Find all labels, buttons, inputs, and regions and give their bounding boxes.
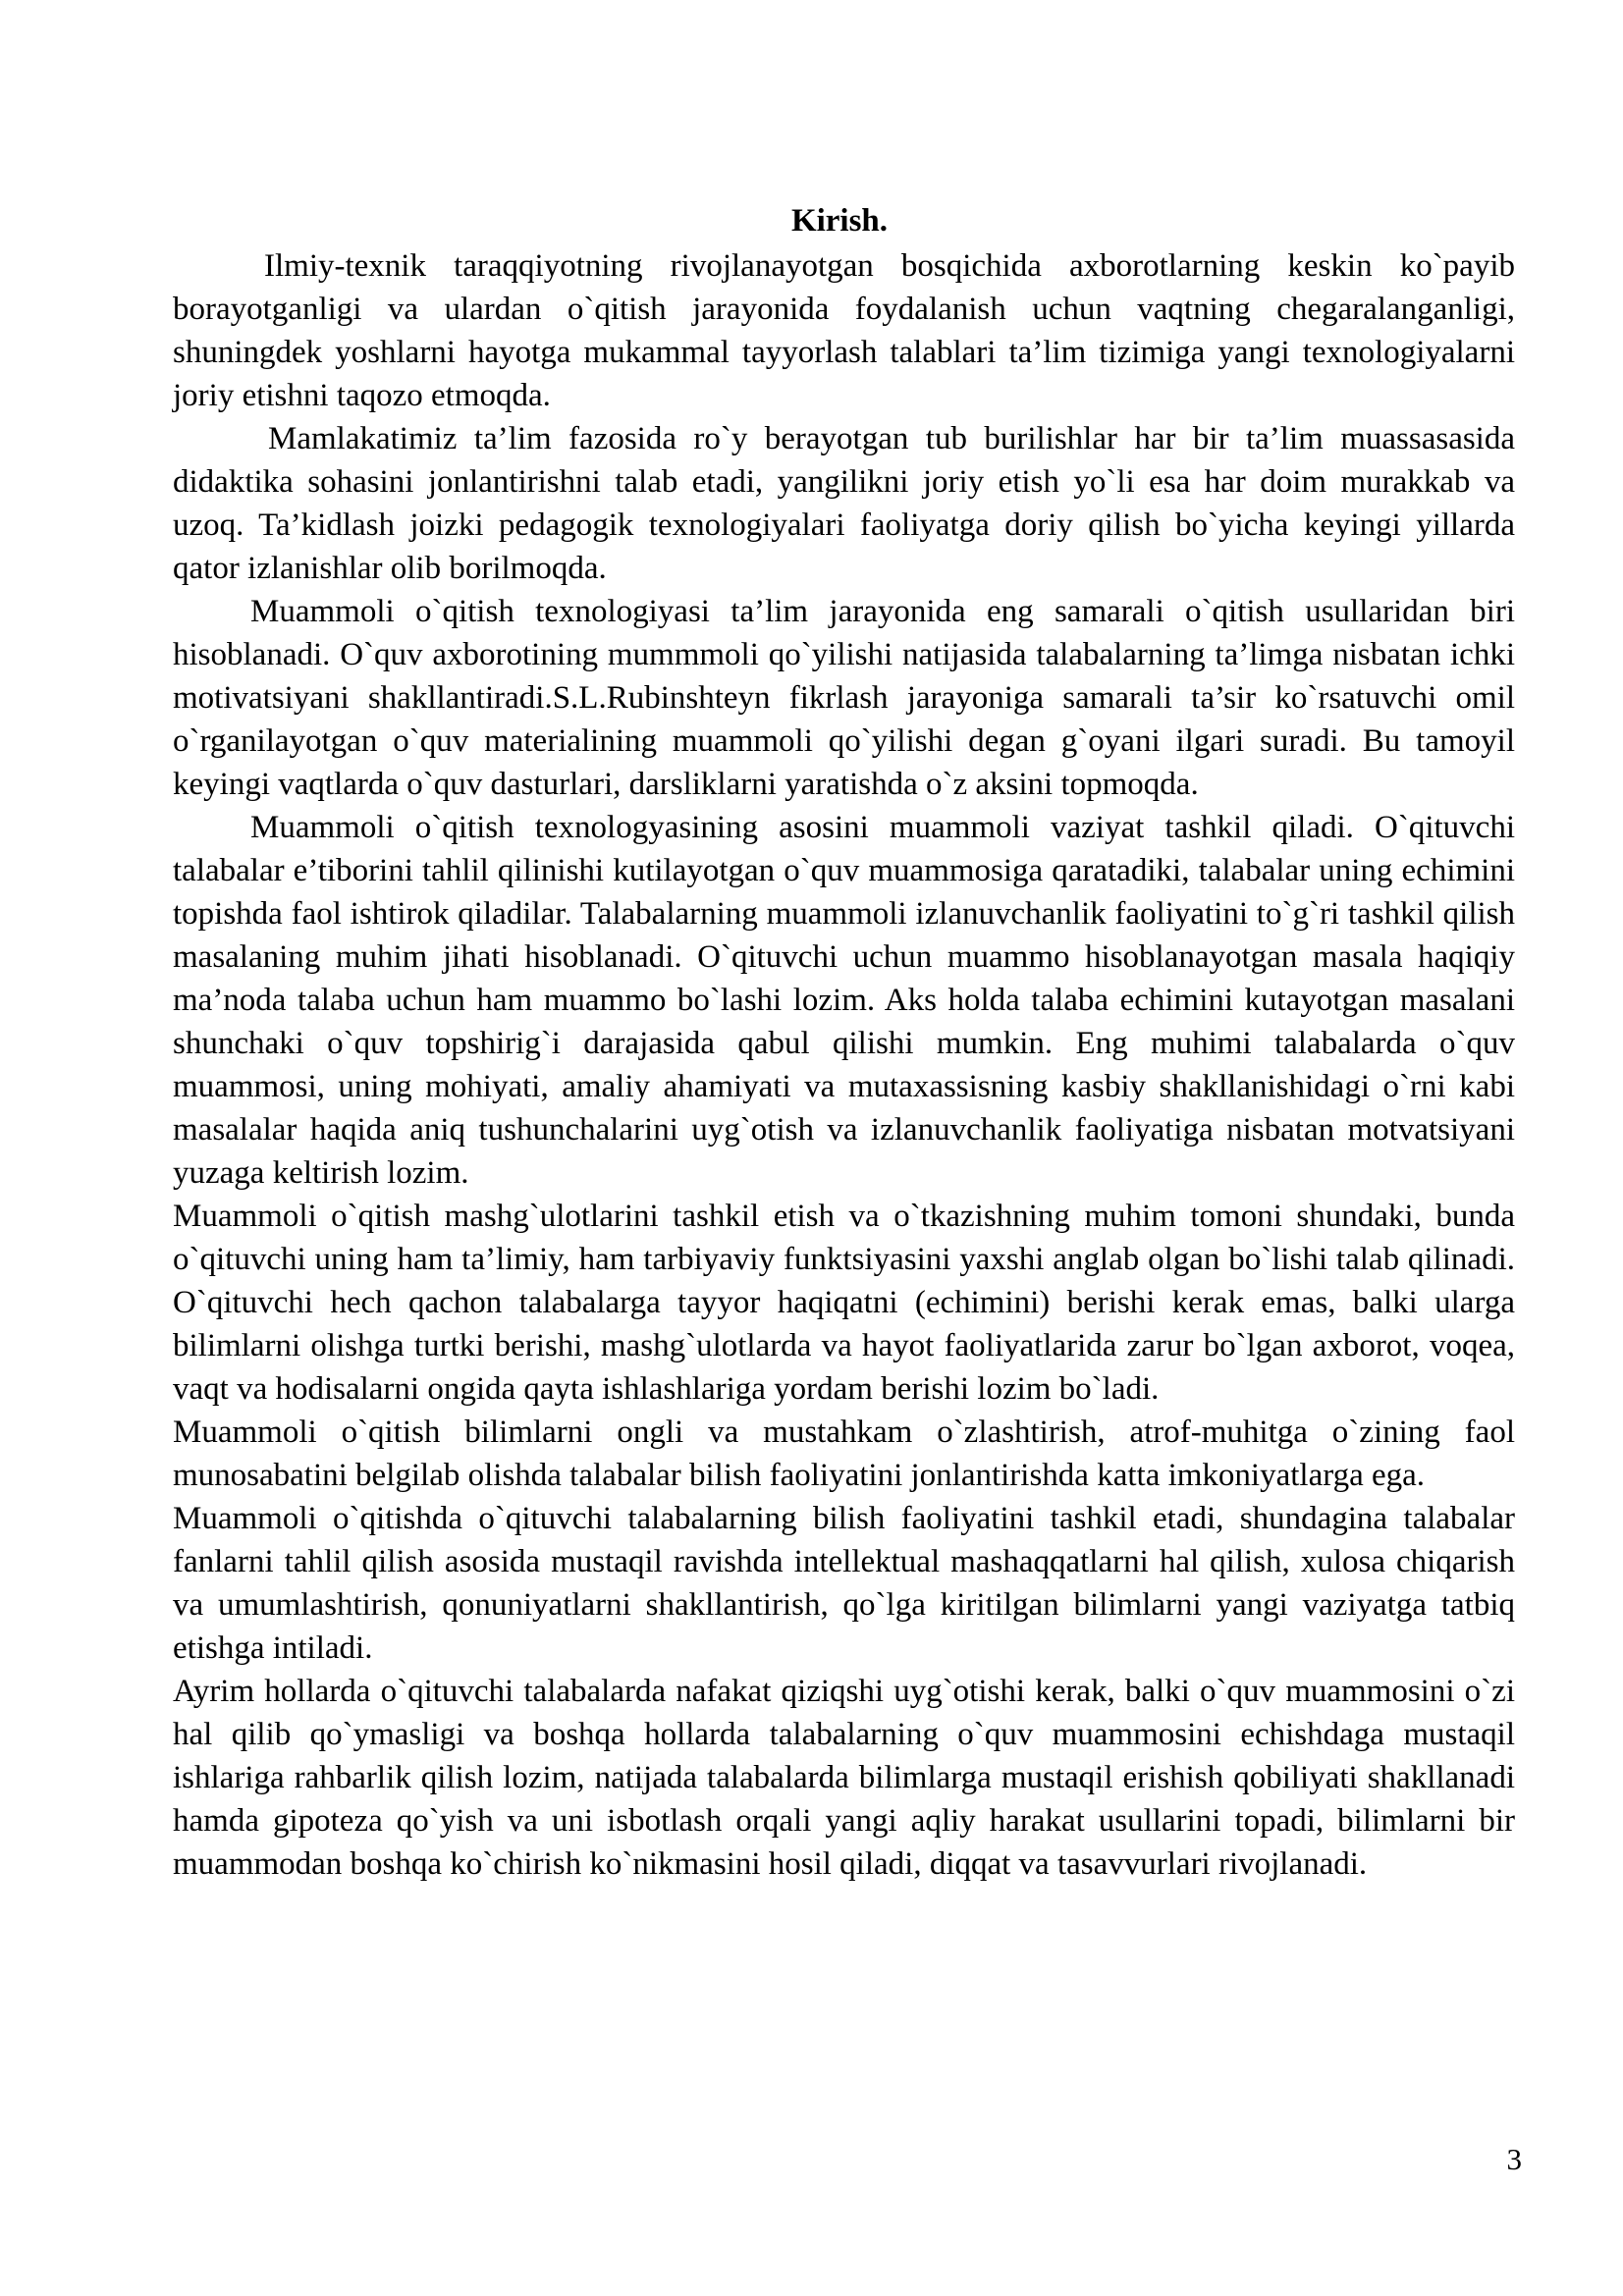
document-body	[173, 244, 1515, 1886]
paragraph: Muammoli o`qitish bilimlarni ongli va mustahkam o`zlashtirish, atrof-muhitga o`zining faol munosabatini belgilab olishda talabalar bilish faoliyatini jonlantirishda katta imkoniyatlarga ega.	[173, 1415, 1515, 1493]
page-title: Kirish.	[790, 203, 889, 239]
paragraph: Muammoli o`qitish mashg`ulotlarini tashkil etish va o`tkazishning muhim tomoni shundaki, bunda o`qituvchi uning ham ta’limiy, ham tarbiyaviy funktsiyasini yaxshi anglab olgan bo`lishi talab qilinadi. O`qituvchi hech qachon talabalarga tayyor haqiqatni (echimini) berishi kerak emas, balki ularga bilimlarni olishga turtki berishi, mashg`ulotlarda va hayot faoliyatlarida zarur bo`lgan axborot, voqea, vaqt va hodisalarni ongida qayta ishlashlariga yordam berishi lozim bo`ladi.	[173, 1199, 1515, 1407]
paragraph: Muammoli o`qitish texnologiyasi ta’lim jarayonida eng samarali o`qitish usullaridan biri hisoblanadi. O`quv axborotining mummmoli qo`yilishi natijasida talabalarning ta’limga nisbatan ichki motivatsiyani shakllantiradi.S.L.Rubinshteyn fikrlash jarayoniga samarali ta’sir ko`rsatuvchi omil o`rganilayotgan o`quv materialining muammoli qo`yilishi degan g`oyani ilgari suradi. Bu tamoyil keyingi vaqtlarda o`quv dasturlari, darsliklarni yaratishda o`z aksini topmoqda.	[173, 594, 1515, 802]
paragraph: Mamlakatimiz ta’lim fazosida ro`y berayotgan tub burilishlar har bir ta’lim muassasasida didaktika sohasini jonlantirishni talab etadi, yangilikni joriy etish yo`li esa har doim murakkab va uzoq. Ta’kidlash joizki pedagogik texnologiyalari faoliyatga doriy qilish bo`yicha keyingi yillarda qator izlanishlar olib borilmoqda.	[173, 421, 1515, 586]
page-number: 3	[1506, 2142, 1522, 2176]
paragraph: Ayrim hollarda o`qituvchi talabalarda nafakat qiziqshi uyg`otishi kerak, balki o`quv muammosini o`zi hal qilib qo`ymasligi va boshqa hollarda talabalarning o`quv muammosini echishdaga mustaqil ishlariga rahbarlik qilish lozim, natijada talabalarda bilimlarga mustaqil erishish qobiliyati shakllanadi hamda gipoteza qo`yish va uni isbotlash orqali yangi aqliy harakat usullarini topadi, bilimlarni bir muammodan boshqa ko`chirish ko`nikmasini hosil qiladi, diqqat va tasavvurlari rivojlanadi.	[173, 1674, 1515, 1882]
paragraph: Ilmiy-texnik taraqqiyotning rivojlanayotgan bosqichida axborotlarning keskin ko`payib borayotganligi va ulardan o`qitish jarayonida foydalanish uchun vaqtning chegaralanganligi, shuningdek yoshlarni hayotga mukammal tayyorlash talablari ta’lim tizimiga yangi texnologiyalarni joriy etishni taqozo etmoqda.	[173, 248, 1515, 413]
paragraph: Muammoli o`qitish texnologyasining asosini muammoli vaziyat tashkil qiladi. O`qituvchi talabalar e’tiborini tahlil qilinishi kutilayotgan o`quv muammosiga qaratadiki, talabalar uning echimini topishda faol ishtirok qiladilar. Talabalarning muammoli izlanuvchanlik faoliyatini to`g`ri tashkil qilish masalaning muhim jihati hisoblanadi. O`qituvchi uchun muammo hisoblanayotgan masala haqiqiy ma’noda talaba uchun ham muammo bo`lashi lozim. Aks holda talaba echimini kutayotgan masalani shunchaki o`quv topshirig`i darajasida qabul qilishi mumkin. Eng muhimi talabalarda o`quv muammosi, uning mohiyati, amaliy ahamiyati va mutaxassisning kasbiy shakllanishidagi o`rni kabi masalalar haqida aniq tushunchalarini uyg`otish va izlanuvchanlik faoliyatiga nisbatan motvatsiyani yuzaga keltirish lozim.	[173, 810, 1515, 1191]
paragraph: Muammoli o`qitishda o`qituvchi talabalarning bilish faoliyatini tashkil etadi, shundagina talabalar fanlarni tahlil qilish asosida mustaqil ravishda intellektual mashaqqatlarni hal qilish, xulosa chiqarish va umumlashtirish, qonuniyatlarni shakllantirish, qo`lga kiritilgan bilimlarni yangi vaziyatga tatbiq etishga intiladi.	[173, 1501, 1515, 1666]
